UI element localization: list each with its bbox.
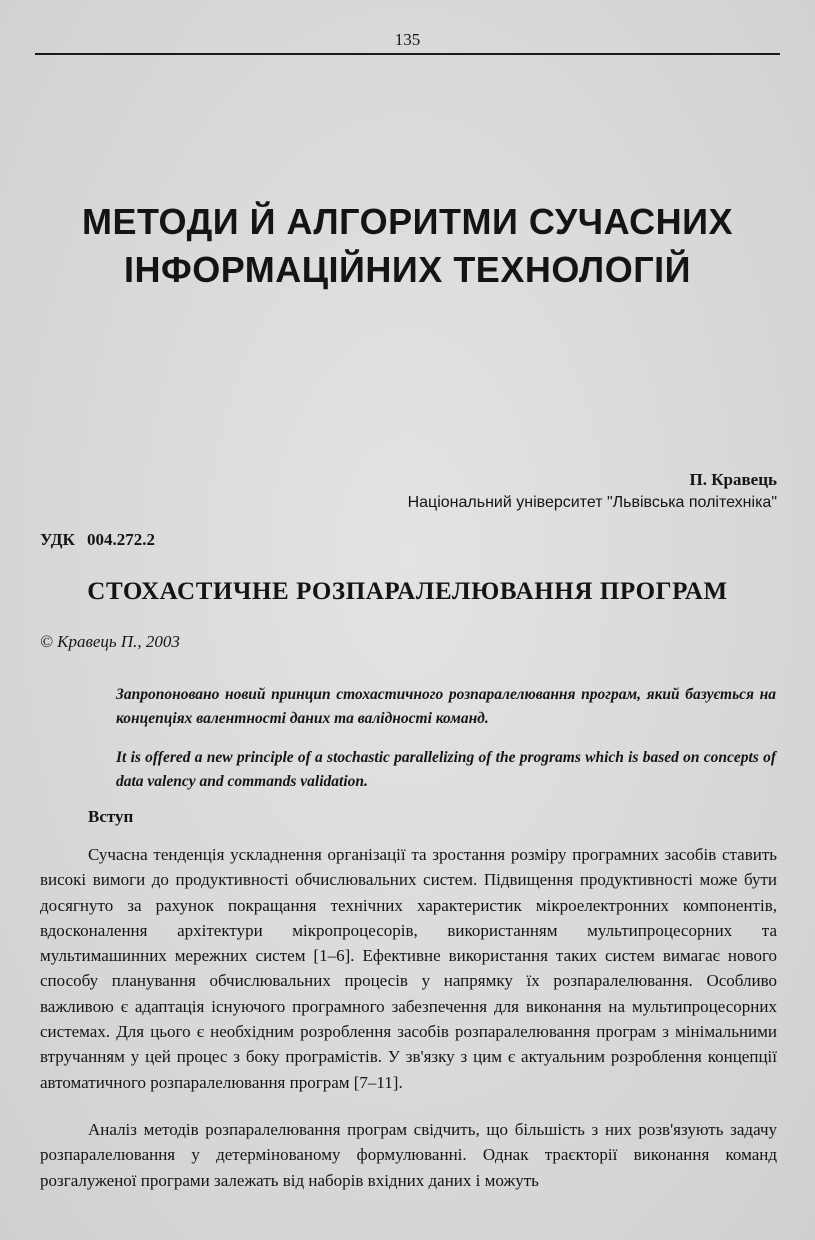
author-name: П. Кравець	[689, 470, 777, 489]
udc-code: УДК 004.272.2	[40, 530, 156, 549]
body-paragraph-1: Сучасна тенденція ускладнення організації та зростання розміру програмних засобів ставить високі вимоги до продуктивності обчислювальних систем. Підвищення продуктивності може бути досягнуто за рахунок покращання технічних характеристик мікроелектронних компонентів, вдосконалення архітектури мікропроцесорів, використанням мультипроцесорних та мультимашинних мережних систем [1–6]. Ефективне використання таких систем вимагає нового способу планування обчислювальних процесів у напрямку їх розпаралелювання. Особливо важливою є адаптація існуючого програмного забезпечення для виконання на мультипроцесорних системах. Для цього є необхідним розроблення засобів розпаралелювання програм з мінімальними втручанням у цей процес з боку програмістів. У зв'язку з цим є актуальним розроблення концепції автоматичного розпаралелювання програм [7–11].	[40, 845, 777, 1092]
section-heading-line-1: МЕТОДИ Й АЛГОРИТМИ СУЧАСНИХ	[81, 201, 734, 242]
copyright-line: © Кравець П., 2003	[40, 632, 180, 651]
section-heading-line-2: ІНФОРМАЦІЙНИХ ТЕХНОЛОГІЙ	[124, 249, 691, 290]
abstract-english: It is offered a new principle of a stochastic parallelizing of the programs which is based on concepts of data valency and commands validation.	[116, 749, 776, 790]
article-title: СТОХАСТИЧНЕ РОЗПАРАЛЕЛЮВАННЯ ПРОГРАМ	[87, 578, 728, 605]
section-heading	[40, 198, 775, 294]
header-rule	[35, 53, 780, 55]
page-number: 135	[394, 30, 421, 49]
author-affiliation: Національний університет "Львівська політехніка"	[407, 494, 777, 511]
body-paragraph-2: Аналіз методів розпаралелювання програм свідчить, що більшість з них розв'язують задачу розпаралелювання у детермінованому формулюванні. Однак траєкторії виконання команд розгалуженої програми залежать від наборів вхідних даних і можуть	[40, 1120, 777, 1190]
intro-heading: Вступ	[88, 807, 134, 826]
abstract-ukrainian: Запропоновано новий принцип стохастичного розпаралелювання програм, який базується на концепціях валентності даних та валідності команд.	[116, 686, 776, 727]
